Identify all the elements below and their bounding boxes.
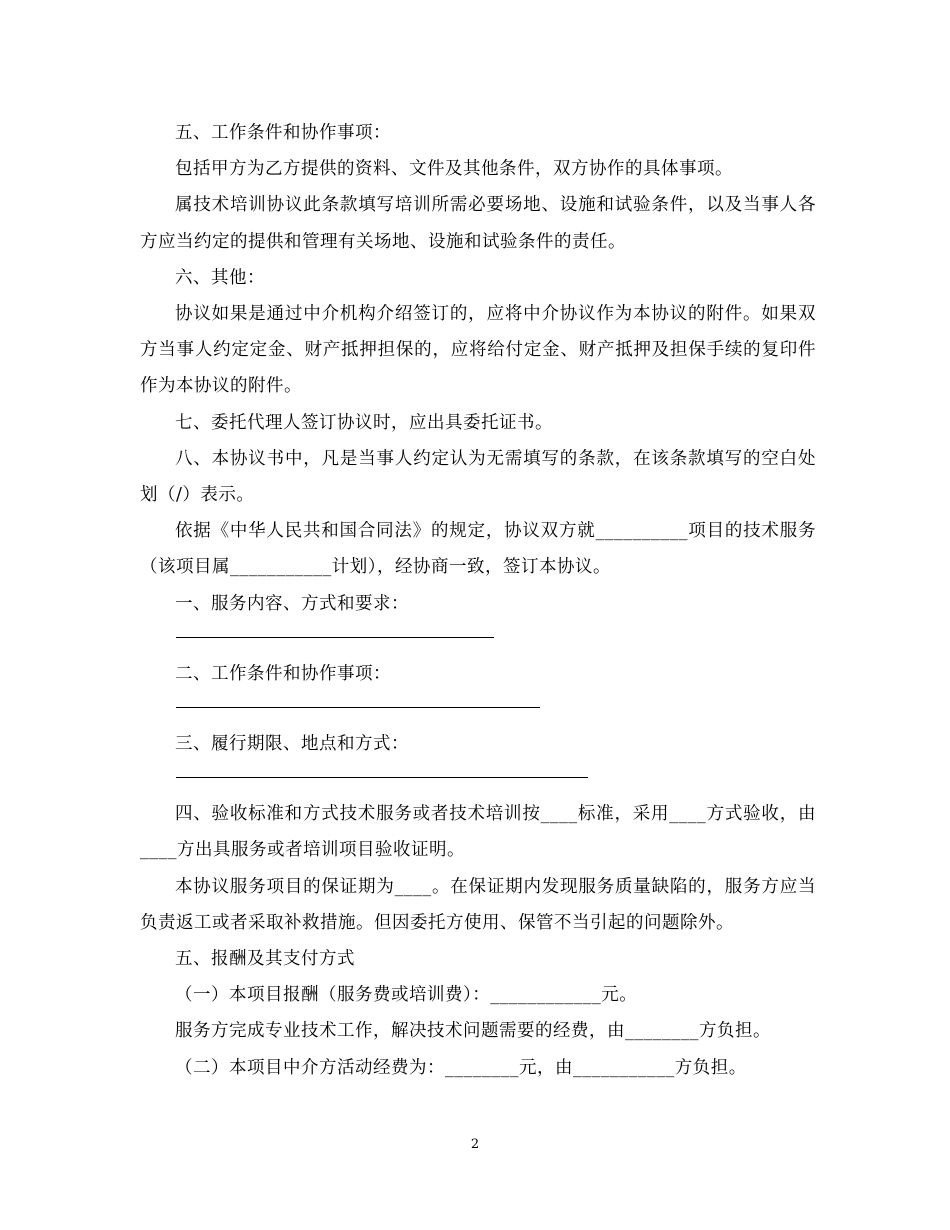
page-number: 2 bbox=[470, 1137, 480, 1152]
paragraph: 协议如果是通过中介机构介绍签订的，应将中介协议作为本协议的附件。如果双方当事人约定定金、财产抵押担保的，应将给付定金、财产抵押及担保手续的复印件作为本协议的附件。 bbox=[140, 304, 816, 397]
paragraph: 包括甲方为乙方提供的资料、文件及其他条件，双方协作的具体事项。 bbox=[175, 159, 733, 180]
section-heading: 八、本协议书中，凡是当事人约定认为无需填写的条款，在该条款填写的空白处划（/）表示。 bbox=[140, 448, 816, 506]
section-heading: 五、工作条件和协作事项： bbox=[175, 123, 391, 143]
paragraph: 属技术培训协议此条款填写培训所需必要场地、设施和试验条件，以及当事人各方应当约定的提供和管理有关场地、设施和试验条件的责任。 bbox=[140, 195, 816, 252]
section-heading: 三、履行期限、地点和方式： bbox=[175, 734, 409, 755]
section-heading: 五、报酬及其支付方式 bbox=[175, 949, 355, 970]
section-heading: 六、其他： bbox=[175, 267, 265, 288]
section-heading: 七、委托代理人签订协议时，应出具委托证书。 bbox=[175, 412, 553, 433]
paragraph: （二）本项目中介方活动经费为：________元，由___________方负担。 bbox=[175, 1057, 747, 1078]
section-heading: 二、工作条件和协作事项： bbox=[175, 663, 391, 684]
paragraph: 服务方完成专业技术工作，解决技术问题需要的经费，由________方负担。 bbox=[175, 1021, 771, 1042]
fill-in-blank-line bbox=[176, 762, 816, 796]
section-heading: 一、服务内容、方式和要求： bbox=[175, 593, 409, 614]
fill-in-blank-line bbox=[176, 692, 816, 726]
fill-in-blank-line bbox=[176, 622, 816, 656]
document-body bbox=[140, 115, 816, 1086]
section-heading: 四、验收标准和方式技术服务或者技术培训按____标准，采用____方式验收，由____方出具服务或者培训项目验收证明。 bbox=[140, 804, 816, 861]
paragraph: 本协议服务项目的保证期为____。在保证期内发现服务质量缺陷的，服务方应当负责返工或者采取补救措施。但因委托方使用、保管不当引起的问题除外。 bbox=[140, 876, 816, 933]
paragraph: 依据《中华人民共和国合同法》的规定，协议双方就__________项目的技术服务（该项目属___________计划），经协商一致，签订本协议。 bbox=[140, 521, 816, 578]
paragraph: （一）本项目报酬（服务费或培训费）：____________元。 bbox=[175, 985, 638, 1006]
